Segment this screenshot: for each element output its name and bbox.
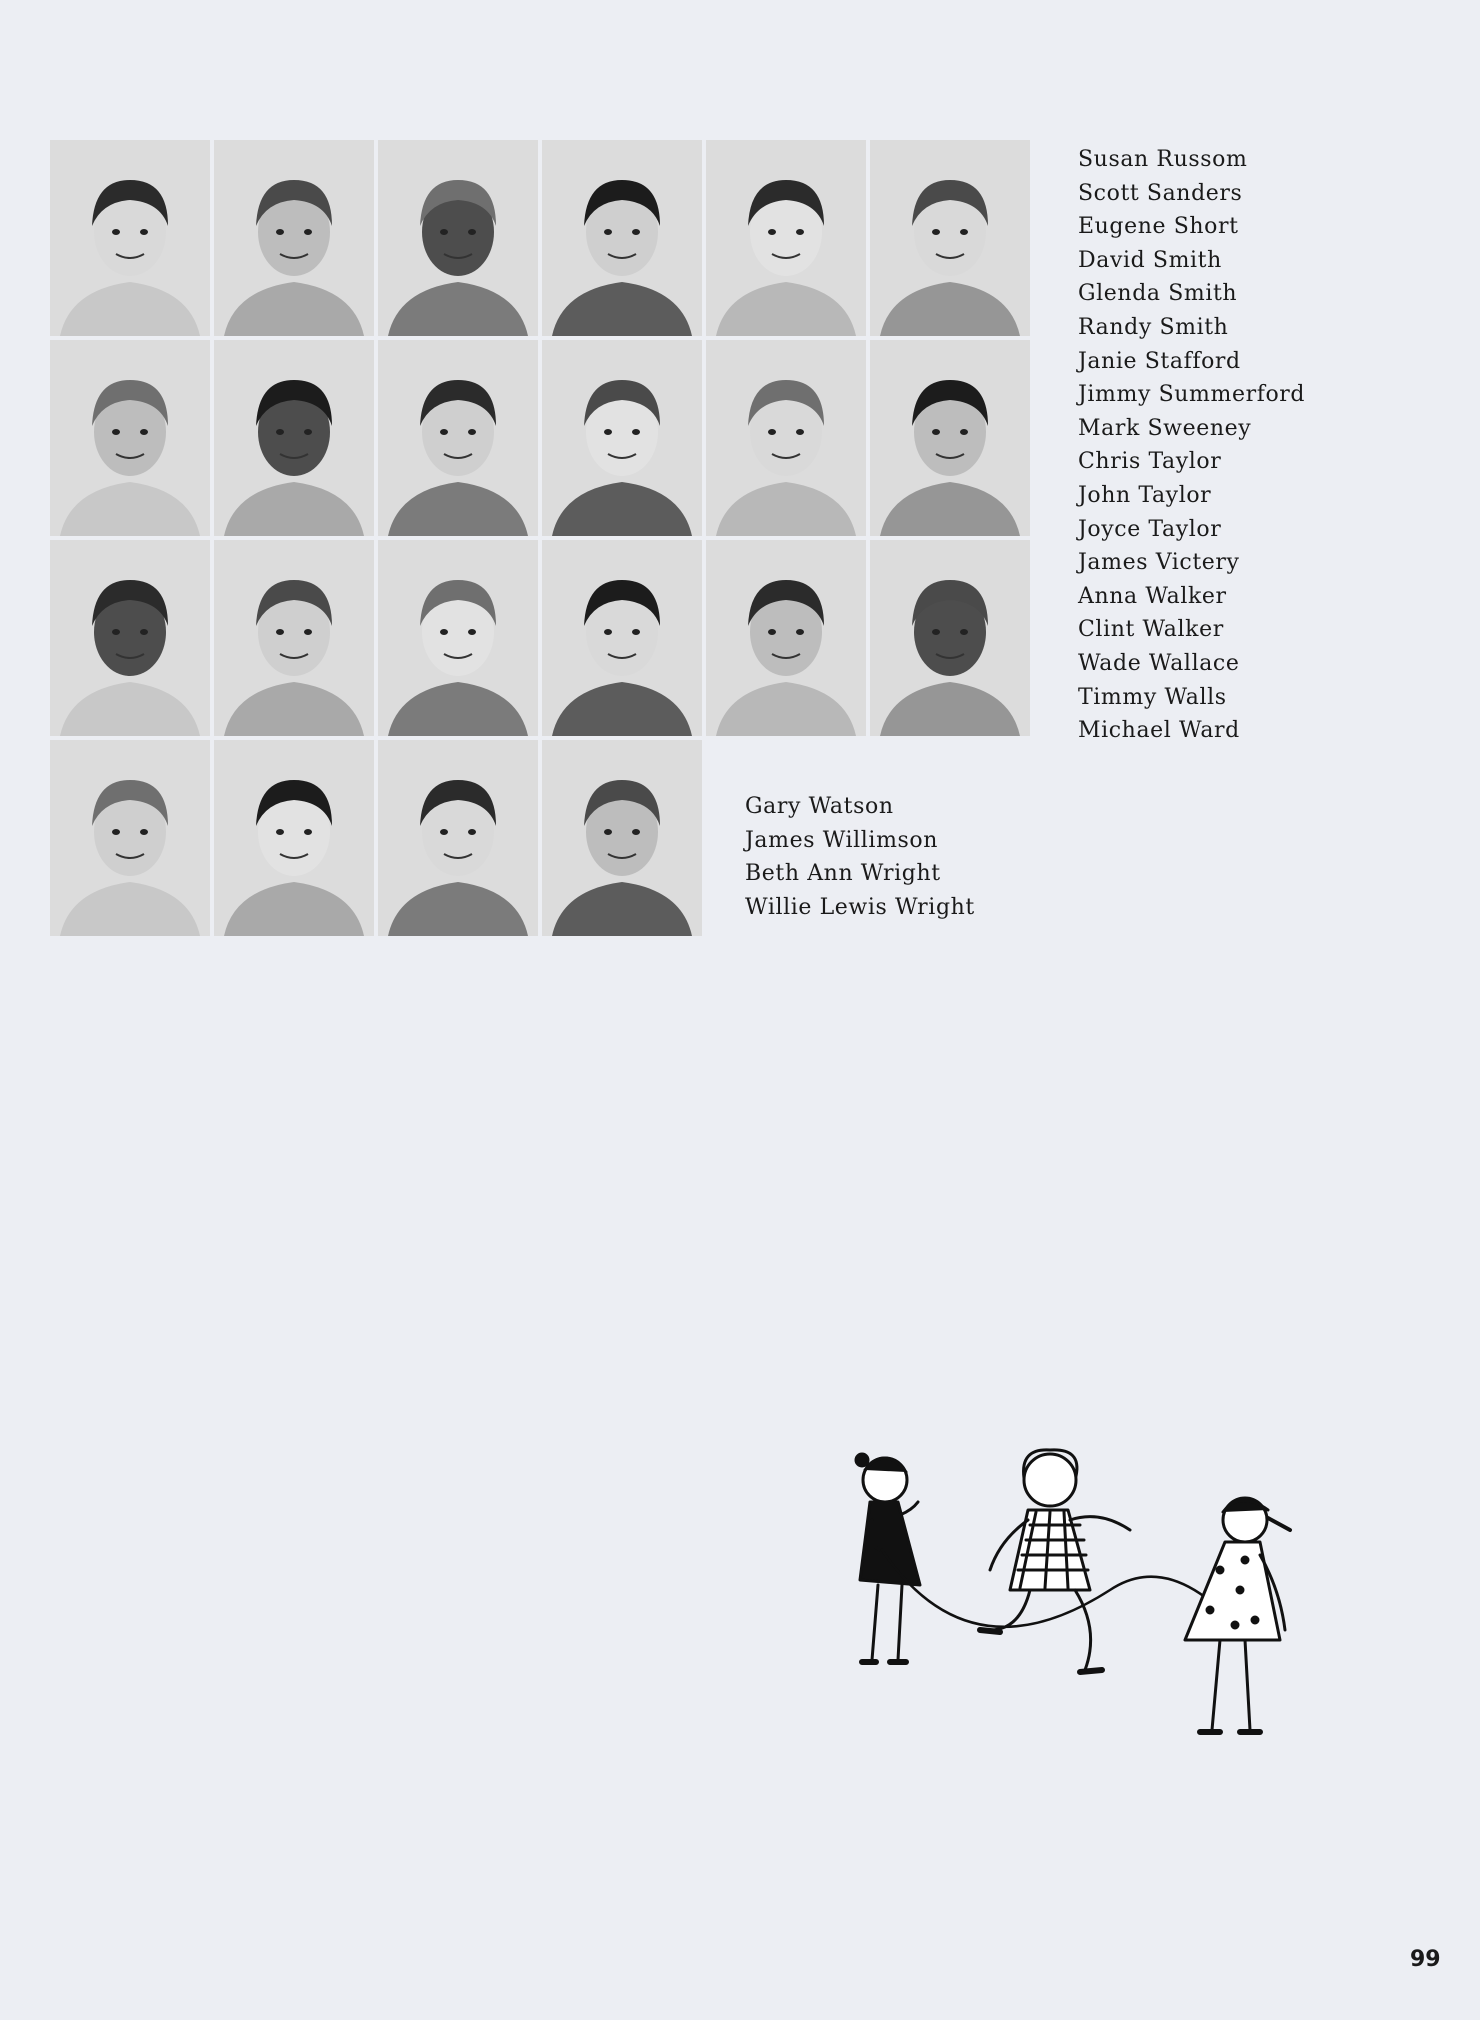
student-portrait — [378, 540, 538, 736]
student-name: Chris Taylor — [1078, 449, 1222, 475]
student-portrait — [50, 540, 210, 736]
student-portrait — [50, 340, 210, 536]
student-portrait — [50, 740, 210, 936]
student-name: Beth Ann Wright — [745, 861, 941, 887]
girl-right-figure — [1185, 1498, 1290, 1732]
student-name: Scott Sanders — [1078, 180, 1243, 206]
name-list-bottom — [745, 790, 975, 924]
student-portrait — [870, 340, 1030, 536]
student-portrait — [542, 740, 702, 936]
page-number: 99 — [1410, 1947, 1441, 1972]
student-name: James Victery — [1078, 550, 1240, 576]
student-name: Randy Smith — [1078, 314, 1229, 340]
student-name: Gary Watson — [745, 794, 894, 819]
student-name: Janie Stafford — [1078, 348, 1241, 374]
student-portrait — [870, 140, 1030, 336]
student-name: Michael Ward — [1078, 718, 1240, 744]
student-portrait — [542, 540, 702, 736]
student-portrait — [378, 140, 538, 336]
student-name: Joyce Taylor — [1078, 516, 1222, 542]
student-portrait — [214, 540, 374, 736]
student-portrait — [214, 140, 374, 336]
jump-rope-girls-illustration — [840, 1440, 1330, 1810]
student-name: Wade Wallace — [1078, 650, 1240, 676]
student-portrait — [214, 740, 374, 936]
student-name: Susan Russom — [1078, 147, 1248, 172]
student-name: James Willimson — [745, 827, 939, 853]
student-portrait — [706, 540, 866, 736]
student-name: Willie Lewis Wright — [745, 894, 975, 920]
student-name: Mark Sweeney — [1078, 415, 1252, 441]
student-name: Clint Walker — [1078, 617, 1224, 643]
student-portrait — [378, 340, 538, 536]
student-portrait — [706, 340, 866, 536]
student-name: Jimmy Summerford — [1078, 382, 1306, 408]
student-portrait — [542, 340, 702, 536]
student-portrait — [542, 140, 702, 336]
student-name: Eugene Short — [1078, 214, 1239, 240]
student-portrait — [870, 540, 1030, 736]
student-portrait — [706, 140, 866, 336]
student-name: Anna Walker — [1078, 583, 1227, 609]
girl-middle-figure — [980, 1450, 1130, 1672]
student-name: David Smith — [1078, 247, 1222, 273]
student-name: Timmy Walls — [1078, 684, 1227, 710]
student-portrait — [378, 740, 538, 936]
student-name: Glenda Smith — [1078, 281, 1238, 307]
name-list-right — [1078, 143, 1305, 748]
student-name: John Taylor — [1078, 482, 1212, 508]
student-portrait — [214, 340, 374, 536]
student-portrait — [50, 140, 210, 336]
